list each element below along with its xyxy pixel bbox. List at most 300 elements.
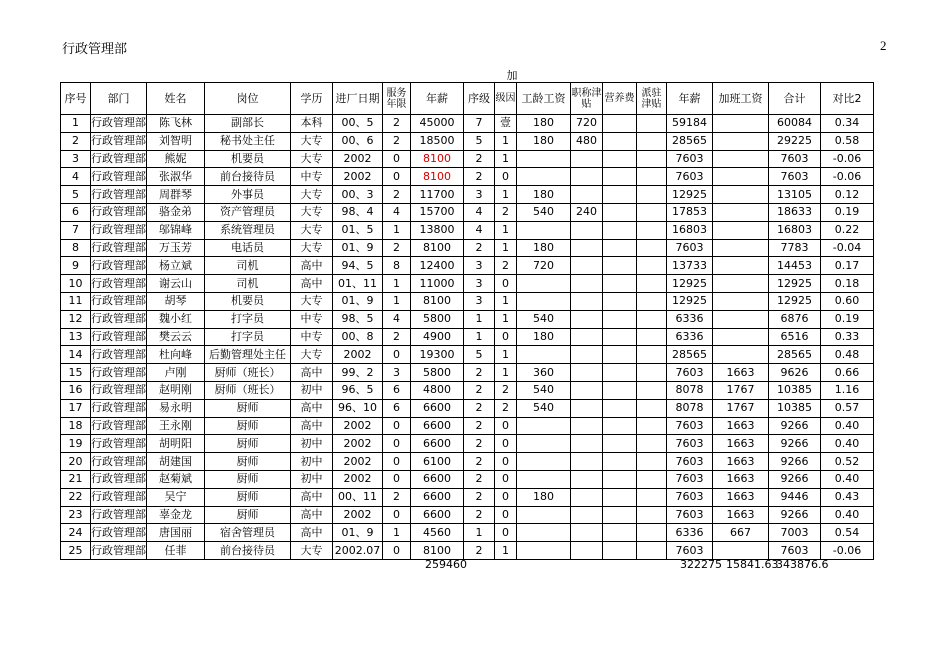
- cell-ratio: 0.34: [821, 115, 874, 133]
- cell-salary2: 8078: [667, 399, 713, 417]
- cell-seniority: [517, 453, 571, 471]
- cell-salary: 6600: [411, 435, 464, 453]
- table-row: [61, 506, 874, 524]
- cell-station: [637, 346, 667, 364]
- cell-salary: 19300: [411, 346, 464, 364]
- cell-ratio: -0.06: [821, 150, 874, 168]
- cell-overtime: [713, 203, 769, 221]
- cell-date: 2002: [333, 168, 383, 186]
- cell-no: 20: [61, 453, 91, 471]
- cell-name: 刘智明: [147, 132, 205, 150]
- cell-ratio: 0.58: [821, 132, 874, 150]
- cell-seniority: [517, 150, 571, 168]
- cell-overtime: [713, 239, 769, 257]
- cell-station: [637, 150, 667, 168]
- cell-years: 4: [383, 310, 411, 328]
- cell-overtime: [713, 542, 769, 560]
- header-grade: 序级: [464, 83, 495, 115]
- header-total: 合计: [769, 83, 821, 115]
- cell-edu: 高中: [291, 257, 333, 275]
- cell-date: 94、5: [333, 257, 383, 275]
- cell-name: 胡建国: [147, 453, 205, 471]
- cell-salary2: 7603: [667, 470, 713, 488]
- cell-title-allowance: [571, 328, 603, 346]
- total-sum: 343876.6: [776, 558, 829, 571]
- cell-nutrition: [603, 239, 637, 257]
- table-row: [61, 328, 874, 346]
- cell-no: 9: [61, 257, 91, 275]
- cell-grade: 4: [464, 221, 495, 239]
- cell-ratio: 1.16: [821, 381, 874, 399]
- cell-years: 2: [383, 488, 411, 506]
- cell-title-allowance: [571, 346, 603, 364]
- cell-station: [637, 435, 667, 453]
- cell-salary: 6600: [411, 470, 464, 488]
- cell-dept: 行政管理部: [91, 524, 147, 542]
- cell-dept: 行政管理部: [91, 239, 147, 257]
- table-row: [61, 239, 874, 257]
- cell-nutrition: [603, 399, 637, 417]
- cell-total: 7603: [769, 542, 821, 560]
- cell-salary: 45000: [411, 115, 464, 133]
- header-date: 进厂日期: [333, 83, 383, 115]
- cell-salary: 4900: [411, 328, 464, 346]
- cell-edu: 大专: [291, 203, 333, 221]
- cell-jia: 1: [495, 239, 517, 257]
- cell-ratio: 0.18: [821, 275, 874, 293]
- cell-date: 96、10: [333, 399, 383, 417]
- cell-title-allowance: [571, 186, 603, 204]
- cell-years: 1: [383, 275, 411, 293]
- cell-years: 0: [383, 470, 411, 488]
- cell-ratio: 0.33: [821, 328, 874, 346]
- cell-seniority: [517, 346, 571, 364]
- table-row: [61, 417, 874, 435]
- cell-title-allowance: [571, 150, 603, 168]
- cell-date: 98、5: [333, 310, 383, 328]
- cell-no: 2: [61, 132, 91, 150]
- cell-years: 8: [383, 257, 411, 275]
- cell-title-allowance: [571, 524, 603, 542]
- cell-overtime: [713, 132, 769, 150]
- cell-grade: 5: [464, 132, 495, 150]
- cell-salary: 6100: [411, 453, 464, 471]
- cell-overtime: [713, 115, 769, 133]
- cell-title-allowance: [571, 168, 603, 186]
- cell-title-allowance: [571, 542, 603, 560]
- cell-salary: 6600: [411, 488, 464, 506]
- cell-name: 辜金龙: [147, 506, 205, 524]
- cell-salary2: 7603: [667, 150, 713, 168]
- cell-grade: 2: [464, 506, 495, 524]
- cell-salary: 6600: [411, 399, 464, 417]
- cell-name: 熊妮: [147, 150, 205, 168]
- cell-years: 1: [383, 524, 411, 542]
- cell-no: 1: [61, 115, 91, 133]
- cell-salary: 6600: [411, 417, 464, 435]
- cell-station: [637, 239, 667, 257]
- cell-ratio: 0.66: [821, 364, 874, 382]
- cell-seniority: 540: [517, 381, 571, 399]
- cell-post: 秘书处主任: [205, 132, 291, 150]
- cell-no: 8: [61, 239, 91, 257]
- cell-overtime: [713, 292, 769, 310]
- cell-total: 12925: [769, 292, 821, 310]
- cell-edu: 大专: [291, 239, 333, 257]
- cell-post: 厨师: [205, 453, 291, 471]
- header-title-allowance: 职称津贴: [571, 83, 603, 115]
- header-post: 岗位: [205, 83, 291, 115]
- cell-dept: 行政管理部: [91, 399, 147, 417]
- cell-post: 前台接待员: [205, 168, 291, 186]
- cell-nutrition: [603, 150, 637, 168]
- cell-ratio: 0.19: [821, 203, 874, 221]
- cell-no: 3: [61, 150, 91, 168]
- cell-dept: 行政管理部: [91, 417, 147, 435]
- table-row: [61, 150, 874, 168]
- cell-edu: 初中: [291, 381, 333, 399]
- cell-title-allowance: [571, 417, 603, 435]
- cell-post: 资产管理员: [205, 203, 291, 221]
- cell-edu: 高中: [291, 275, 333, 293]
- cell-post: 前台接待员: [205, 542, 291, 560]
- cell-station: [637, 524, 667, 542]
- cell-years: 0: [383, 168, 411, 186]
- cell-edu: 中专: [291, 328, 333, 346]
- cell-post: 厨师: [205, 488, 291, 506]
- cell-seniority: 360: [517, 364, 571, 382]
- cell-name: 易永明: [147, 399, 205, 417]
- cell-station: [637, 328, 667, 346]
- header-salary2: 年薪: [667, 83, 713, 115]
- cell-jia: 0: [495, 417, 517, 435]
- cell-edu: 高中: [291, 506, 333, 524]
- cell-total: 9266: [769, 453, 821, 471]
- table-row: [61, 488, 874, 506]
- cell-ratio: -0.06: [821, 168, 874, 186]
- cell-date: 01、11: [333, 275, 383, 293]
- table-row: [61, 364, 874, 382]
- cell-grade: 2: [464, 150, 495, 168]
- cell-overtime: 1663: [713, 506, 769, 524]
- cell-edu: 大专: [291, 132, 333, 150]
- cell-seniority: [517, 168, 571, 186]
- cell-jia: 2: [495, 399, 517, 417]
- cell-edu: 大专: [291, 186, 333, 204]
- cell-seniority: [517, 542, 571, 560]
- cell-dept: 行政管理部: [91, 506, 147, 524]
- cell-no: 10: [61, 275, 91, 293]
- cell-seniority: [517, 524, 571, 542]
- cell-grade: 7: [464, 115, 495, 133]
- cell-overtime: [713, 275, 769, 293]
- cell-seniority: [517, 417, 571, 435]
- cell-jia: 1: [495, 132, 517, 150]
- cell-station: [637, 399, 667, 417]
- cell-nutrition: [603, 542, 637, 560]
- cell-station: [637, 275, 667, 293]
- cell-date: 01、9: [333, 524, 383, 542]
- cell-date: 00、3: [333, 186, 383, 204]
- cell-total: 60084: [769, 115, 821, 133]
- cell-total: 9266: [769, 417, 821, 435]
- total-overtime: 15841.63: [726, 558, 779, 571]
- cell-jia: 2: [495, 381, 517, 399]
- cell-no: 14: [61, 346, 91, 364]
- cell-total: 7783: [769, 239, 821, 257]
- cell-nutrition: [603, 524, 637, 542]
- cell-seniority: [517, 292, 571, 310]
- cell-dept: 行政管理部: [91, 364, 147, 382]
- cell-title-allowance: [571, 453, 603, 471]
- cell-nutrition: [603, 346, 637, 364]
- cell-ratio: 0.40: [821, 506, 874, 524]
- cell-salary2: 12925: [667, 292, 713, 310]
- cell-station: [637, 381, 667, 399]
- cell-seniority: [517, 275, 571, 293]
- total-salary: 259460: [425, 558, 467, 571]
- cell-jia: 1: [495, 364, 517, 382]
- cell-salary: 6600: [411, 506, 464, 524]
- cell-dept: 行政管理部: [91, 328, 147, 346]
- cell-salary2: 7603: [667, 542, 713, 560]
- cell-jia: 0: [495, 275, 517, 293]
- cell-overtime: 1663: [713, 453, 769, 471]
- cell-nutrition: [603, 364, 637, 382]
- cell-no: 16: [61, 381, 91, 399]
- cell-station: [637, 542, 667, 560]
- cell-date: 2002: [333, 346, 383, 364]
- cell-nutrition: [603, 257, 637, 275]
- cell-nutrition: [603, 506, 637, 524]
- cell-grade: 2: [464, 364, 495, 382]
- table-row: [61, 186, 874, 204]
- cell-overtime: 1663: [713, 470, 769, 488]
- cell-total: 18633: [769, 203, 821, 221]
- cell-jia: 1: [495, 346, 517, 364]
- table-row: [61, 381, 874, 399]
- header-overflow-label: 加: [506, 69, 518, 82]
- cell-title-allowance: [571, 275, 603, 293]
- cell-salary2: 28565: [667, 132, 713, 150]
- cell-name: 胡琴: [147, 292, 205, 310]
- cell-years: 2: [383, 186, 411, 204]
- cell-edu: 大专: [291, 292, 333, 310]
- cell-no: 22: [61, 488, 91, 506]
- cell-title-allowance: [571, 470, 603, 488]
- cell-total: 9266: [769, 506, 821, 524]
- cell-dept: 行政管理部: [91, 346, 147, 364]
- cell-dept: 行政管理部: [91, 168, 147, 186]
- cell-salary2: 7603: [667, 435, 713, 453]
- cell-total: 29225: [769, 132, 821, 150]
- cell-overtime: [713, 328, 769, 346]
- cell-seniority: 180: [517, 186, 571, 204]
- cell-station: [637, 453, 667, 471]
- cell-overtime: 1663: [713, 435, 769, 453]
- cell-years: 6: [383, 399, 411, 417]
- cell-date: 00、5: [333, 115, 383, 133]
- cell-post: 副部长: [205, 115, 291, 133]
- cell-nutrition: [603, 186, 637, 204]
- cell-salary2: 7603: [667, 364, 713, 382]
- cell-years: 6: [383, 381, 411, 399]
- cell-nutrition: [603, 310, 637, 328]
- cell-years: 0: [383, 435, 411, 453]
- cell-salary2: 7603: [667, 488, 713, 506]
- cell-overtime: [713, 221, 769, 239]
- cell-seniority: 540: [517, 399, 571, 417]
- cell-grade: 2: [464, 488, 495, 506]
- cell-years: 0: [383, 417, 411, 435]
- cell-dept: 行政管理部: [91, 453, 147, 471]
- cell-grade: 2: [464, 381, 495, 399]
- cell-edu: 高中: [291, 364, 333, 382]
- header-salary: 年薪: [411, 83, 464, 115]
- cell-date: 2002: [333, 453, 383, 471]
- cell-grade: 2: [464, 470, 495, 488]
- cell-station: [637, 417, 667, 435]
- header-ratio: 对比2: [821, 83, 874, 115]
- cell-name: 周群琴: [147, 186, 205, 204]
- cell-nutrition: [603, 203, 637, 221]
- cell-grade: 1: [464, 524, 495, 542]
- cell-title-allowance: [571, 399, 603, 417]
- cell-title-allowance: [571, 364, 603, 382]
- cell-overtime: [713, 168, 769, 186]
- cell-nutrition: [603, 168, 637, 186]
- cell-name: 魏小红: [147, 310, 205, 328]
- cell-salary: 18500: [411, 132, 464, 150]
- cell-station: [637, 203, 667, 221]
- cell-post: 厨师: [205, 417, 291, 435]
- cell-date: 01、9: [333, 292, 383, 310]
- cell-ratio: 0.60: [821, 292, 874, 310]
- cell-grade: 2: [464, 239, 495, 257]
- cell-no: 11: [61, 292, 91, 310]
- cell-jia: 0: [495, 328, 517, 346]
- cell-ratio: 0.54: [821, 524, 874, 542]
- cell-post: 打字员: [205, 310, 291, 328]
- cell-salary2: 8078: [667, 381, 713, 399]
- cell-grade: 2: [464, 399, 495, 417]
- cell-station: [637, 292, 667, 310]
- cell-nutrition: [603, 435, 637, 453]
- cell-name: 任菲: [147, 542, 205, 560]
- cell-post: 厨师（班长）: [205, 381, 291, 399]
- cell-name: 张淑华: [147, 168, 205, 186]
- cell-station: [637, 470, 667, 488]
- cell-no: 4: [61, 168, 91, 186]
- cell-name: 谢云山: [147, 275, 205, 293]
- table-row: [61, 399, 874, 417]
- cell-salary: 15700: [411, 203, 464, 221]
- cell-total: 6876: [769, 310, 821, 328]
- cell-post: 机要员: [205, 292, 291, 310]
- cell-salary: 13800: [411, 221, 464, 239]
- cell-salary: 12400: [411, 257, 464, 275]
- cell-years: 2: [383, 115, 411, 133]
- cell-total: 7003: [769, 524, 821, 542]
- cell-salary: 11000: [411, 275, 464, 293]
- cell-overtime: 1663: [713, 417, 769, 435]
- table-row: [61, 346, 874, 364]
- cell-salary2: 28565: [667, 346, 713, 364]
- cell-total: 12925: [769, 275, 821, 293]
- cell-years: 0: [383, 346, 411, 364]
- cell-seniority: 540: [517, 203, 571, 221]
- cell-salary2: 12925: [667, 186, 713, 204]
- page-title: 行政管理部: [62, 42, 128, 57]
- cell-jia: 2: [495, 203, 517, 221]
- cell-name: 胡明阳: [147, 435, 205, 453]
- cell-nutrition: [603, 275, 637, 293]
- cell-title-allowance: [571, 239, 603, 257]
- cell-years: 1: [383, 221, 411, 239]
- cell-total: 14453: [769, 257, 821, 275]
- cell-overtime: 1663: [713, 488, 769, 506]
- cell-name: 卢刚: [147, 364, 205, 382]
- table-row: [61, 435, 874, 453]
- cell-no: 24: [61, 524, 91, 542]
- cell-ratio: 0.40: [821, 470, 874, 488]
- header-jia: 级因: [495, 83, 517, 115]
- cell-ratio: 0.40: [821, 417, 874, 435]
- cell-no: 25: [61, 542, 91, 560]
- cell-salary: 8100: [411, 292, 464, 310]
- cell-ratio: 0.48: [821, 346, 874, 364]
- cell-jia: 1: [495, 542, 517, 560]
- cell-date: 00、6: [333, 132, 383, 150]
- cell-title-allowance: [571, 221, 603, 239]
- cell-no: 6: [61, 203, 91, 221]
- cell-nutrition: [603, 470, 637, 488]
- cell-overtime: [713, 310, 769, 328]
- cell-post: 宿舍管理员: [205, 524, 291, 542]
- cell-no: 21: [61, 470, 91, 488]
- cell-salary2: 16803: [667, 221, 713, 239]
- cell-station: [637, 257, 667, 275]
- table-row: [61, 132, 874, 150]
- cell-station: [637, 506, 667, 524]
- cell-years: 4: [383, 203, 411, 221]
- cell-seniority: 180: [517, 239, 571, 257]
- cell-jia: 1: [495, 292, 517, 310]
- cell-name: 吴宁: [147, 488, 205, 506]
- cell-post: 厨师: [205, 399, 291, 417]
- cell-nutrition: [603, 328, 637, 346]
- cell-jia: 1: [495, 186, 517, 204]
- cell-salary2: 7603: [667, 168, 713, 186]
- table-row: [61, 275, 874, 293]
- cell-edu: 高中: [291, 417, 333, 435]
- cell-salary2: 12925: [667, 275, 713, 293]
- cell-jia: 0: [495, 168, 517, 186]
- cell-nutrition: [603, 292, 637, 310]
- cell-no: 17: [61, 399, 91, 417]
- cell-dept: 行政管理部: [91, 381, 147, 399]
- cell-name: 陈飞林: [147, 115, 205, 133]
- cell-date: 00、11: [333, 488, 383, 506]
- cell-ratio: -0.06: [821, 542, 874, 560]
- cell-salary: 4560: [411, 524, 464, 542]
- cell-edu: 大专: [291, 221, 333, 239]
- cell-ratio: 0.40: [821, 435, 874, 453]
- cell-edu: 大专: [291, 542, 333, 560]
- cell-title-allowance: [571, 310, 603, 328]
- cell-salary2: 17853: [667, 203, 713, 221]
- cell-ratio: -0.04: [821, 239, 874, 257]
